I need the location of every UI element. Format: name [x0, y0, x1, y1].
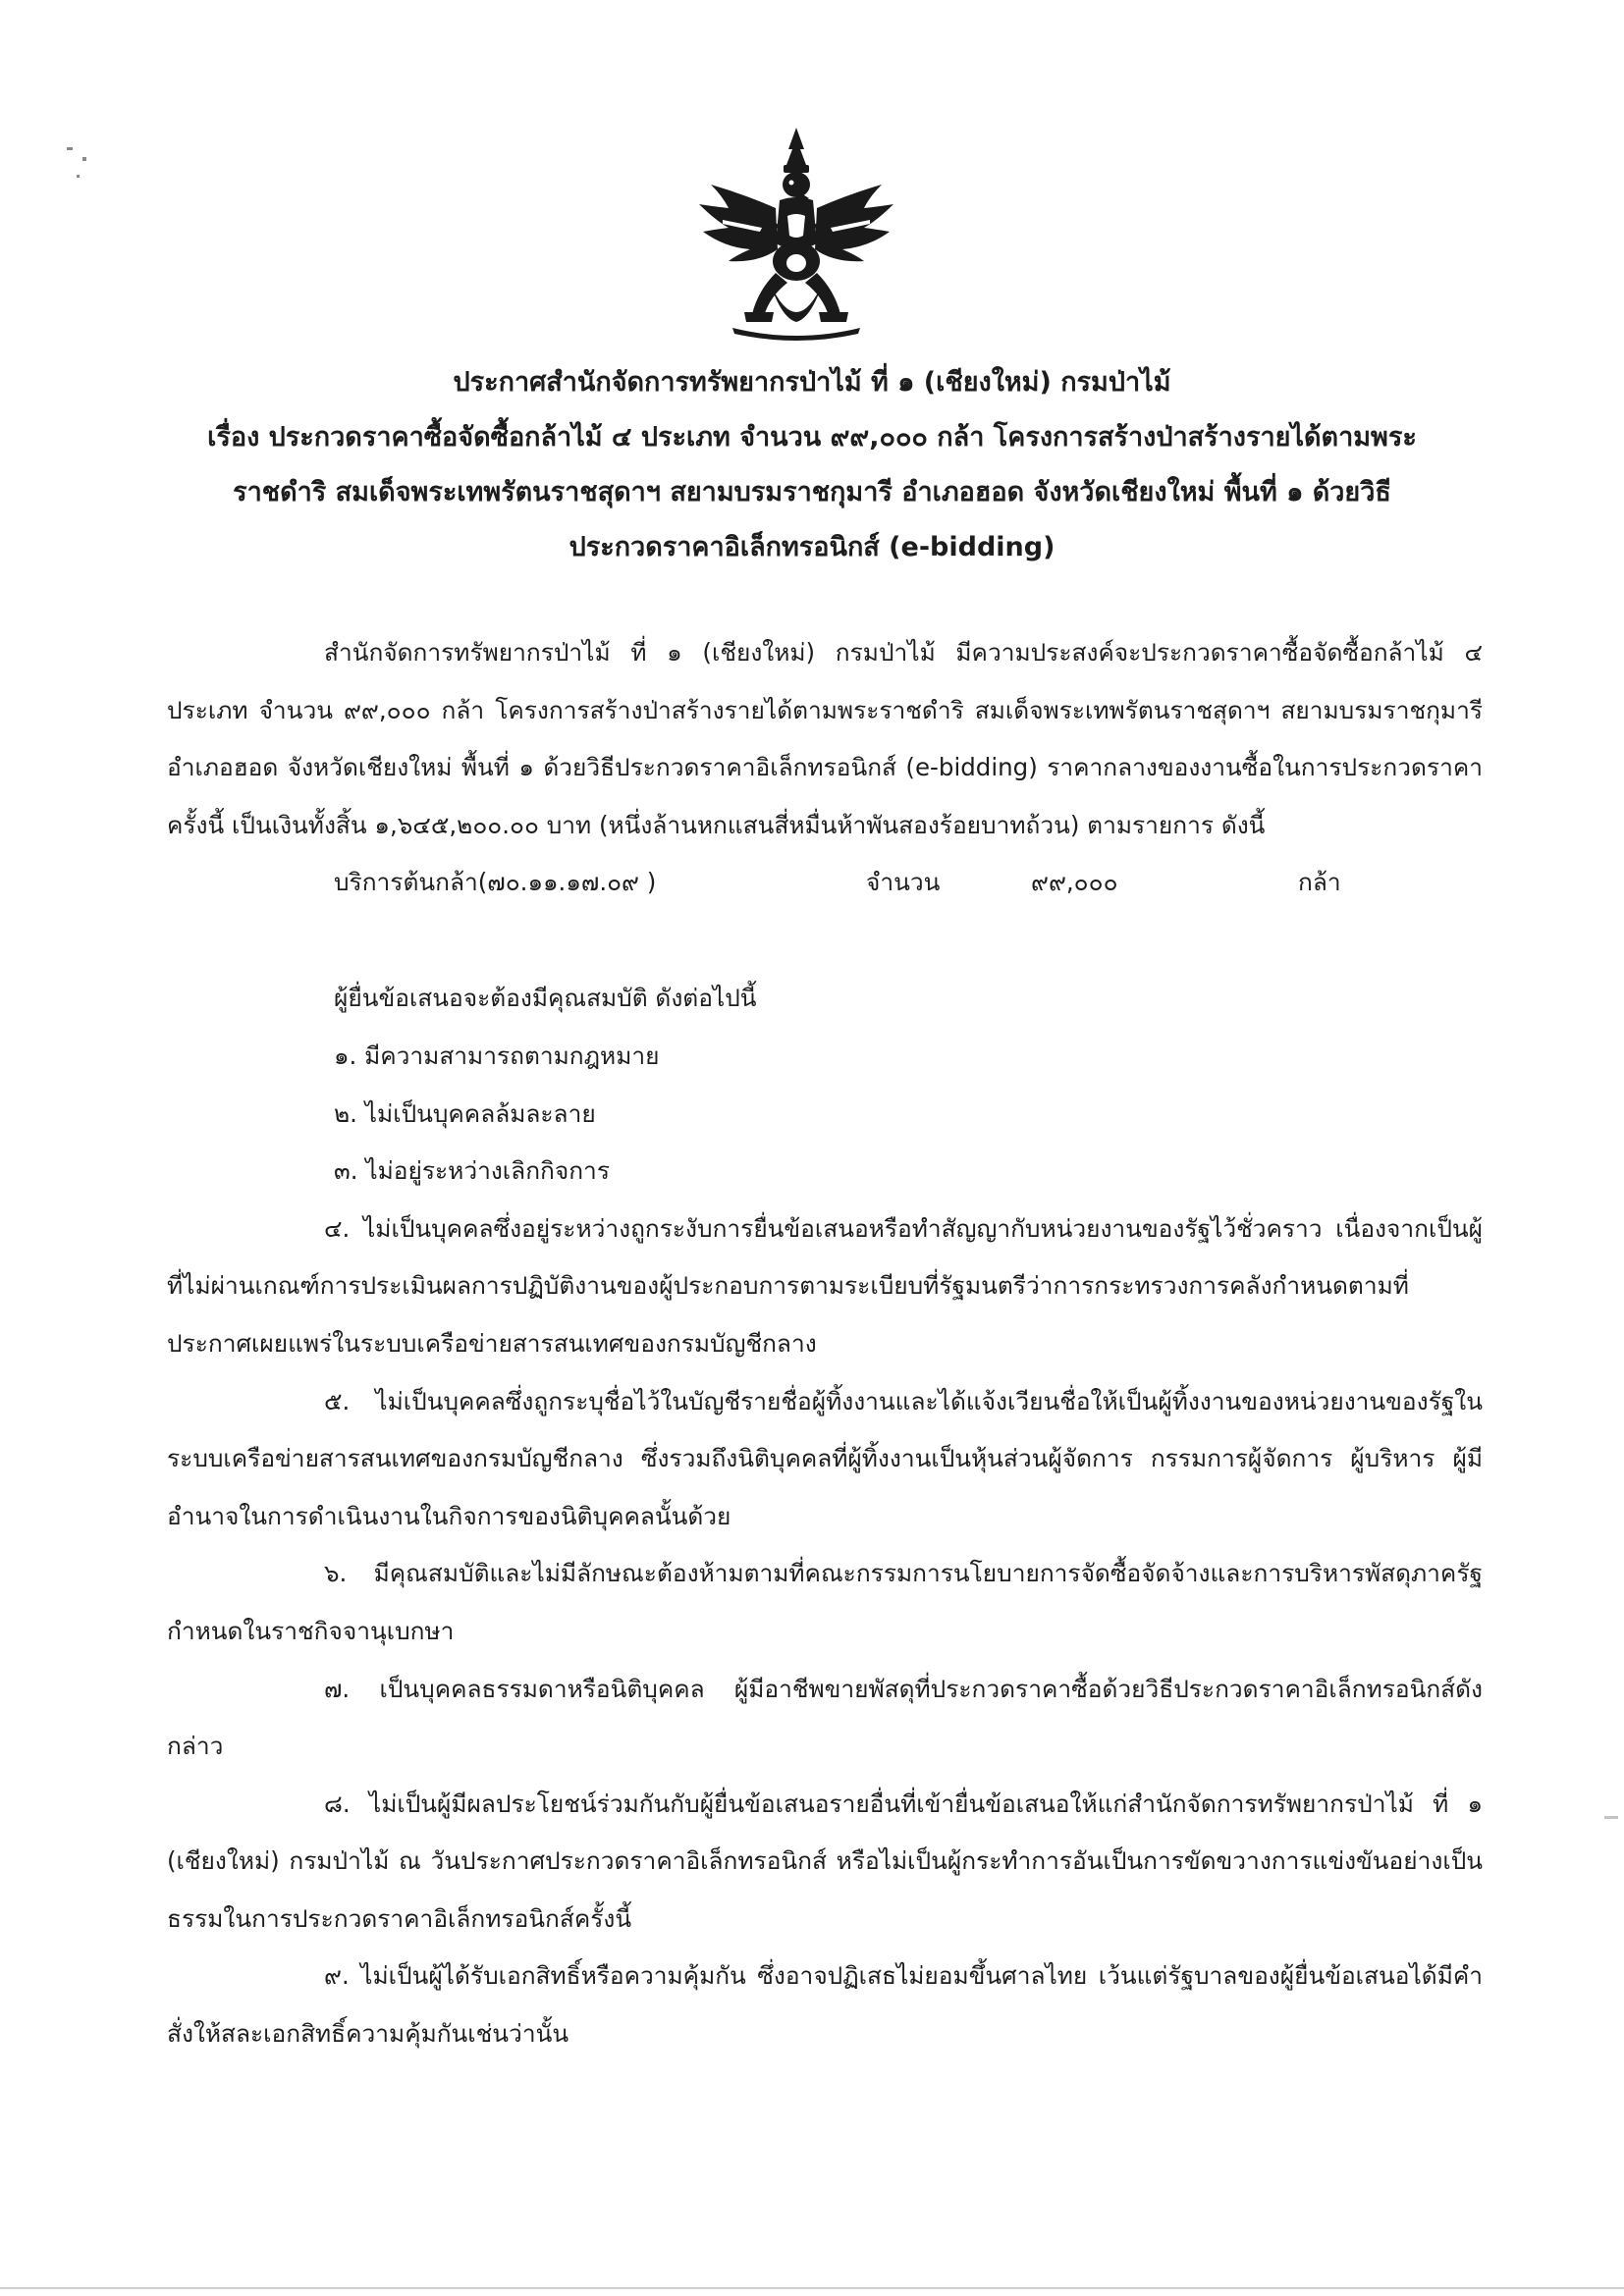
- qualification-item: ๕. ไม่เป็นบุคคลซึ่งถูกระบุชื่อไว้ในบัญชีรายชื่อผู้ทิ้งงานและได้แจ้งเวียนชื่อให้เป็นผู้ทิ้งงานของหน่วยงานของรัฐในระบบเครือข่ายสารสนเทศของกรมบัญชีกลาง ซึ่งรวมถึงนิติบุคคลที่ผู้ทิ้งงานเป็นหุ้นส่วนผู้จัดการ กรรมการผู้จัดการ ผู้บริหาร ผู้มีอำนาจในการดำเนินงานในกิจการของนิติบุคคลนั้นด้วย: [167, 1386, 1483, 1530]
- scan-speck: [67, 147, 73, 150]
- scan-speck: [1604, 1816, 1618, 1819]
- qualification-item: ๙. ไม่เป็นผู้ได้รับเอกสิทธิ์หรือความคุ้มกัน ซึ่งอาจปฏิเสธไม่ยอมขึ้นศาลไทย เว้นแต่รัฐบาลของผู้ยื่นข้อเสนอได้มีคำสั่งให้สละเอกสิทธิ์ความคุ้มกันเช่นว่านั้น: [167, 1961, 1483, 2049]
- qualification-item: ๖. มีคุณสมบัติและไม่มีลักษณะต้องห้ามตามที่คณะกรรมการนโยบายการจัดซื้อจัดจ้างและการบริหารพัสดุภาครัฐกำหนดในราชกิจจานุเบกษา: [167, 1559, 1483, 1645]
- item-unit: กล้า: [1298, 868, 1341, 897]
- item-name: บริการต้นกล้า(๗๐.๑๑.๑๗.๐๙ ): [334, 868, 657, 897]
- announcement-title: [147, 355, 1477, 575]
- scan-speck: [82, 157, 86, 161]
- scan-speck: [77, 175, 80, 178]
- scan-edge-line: [0, 2287, 1624, 2289]
- item-qty-label: จำนวน: [866, 868, 941, 897]
- qualification-item: ๒. ไม่เป็นบุคคลล้มละลาย: [334, 1098, 596, 1128]
- title-line-2: เรื่อง ประกวดราคาซื้อจัดซื้อกล้าไม้ ๔ ประเภท จำนวน ๙๙,๐๐๐ กล้า โครงการสร้างป่าสร้างรายได้ตามพระ: [207, 422, 1417, 453]
- qualification-item: ๘. ไม่เป็นผู้มีผลประโยชน์ร่วมกันกับผู้ยื่นข้อเสนอรายอื่นที่เข้ายื่นข้อเสนอให้แก่สำนักจัดการทรัพยากรป่าไม้ ที่ ๑ (เชียงใหม่) กรมป่าไม้ ณ วันประกาศประกวดราคาอิเล็กทรอนิกส์ หรือไม่เป็นผู้กระทำการอันเป็นการขัดขวางการแข่งขันอย่างเป็นธรรมในการประกวดราคาอิเล็กทรอนิกส์ครั้งนี้: [167, 1789, 1483, 1933]
- title-line-3: ราชดำริ สมเด็จพระเทพรัตนราชสุดาฯ สยามบรมราชกุมารี อำเภอฮอด จังหวัดเชียงใหม่ พื้นที่ ๑ ด้วยวิธี: [233, 477, 1391, 507]
- title-line-1: ประกาศสำนักจัดการทรัพยากรป่าไม้ ที่ ๑ (เชียงใหม่) กรมป่าไม้: [453, 367, 1171, 398]
- qualification-heading: ผู้ยื่นข้อเสนอจะต้องมีคุณสมบัติ ดังต่อไปนี้: [334, 984, 757, 1013]
- document-body: [167, 624, 1483, 2063]
- item-qty: ๙๙,๐๐๐: [1031, 868, 1118, 897]
- qualification-item: ๑. มีความสามารถตามกฎหมาย: [334, 1041, 660, 1070]
- qualification-item: ๗. เป็นบุคคลธรรมดาหรือนิติบุคคล ผู้มีอาชีพขายพัสดุที่ประกวดราคาซื้อด้วยวิธีประกวดราคาอิเล็กทรอนิกส์ดังกล่าว: [167, 1674, 1483, 1761]
- garuda-emblem-icon: [693, 126, 899, 344]
- qualification-item: ๔. ไม่เป็นบุคคลซึ่งอยู่ระหว่างถูกระงับการยื่นข้อเสนอหรือทำสัญญากับหน่วยงานของรัฐไว้ชั่วคราว เนื่องจากเป็นผู้ที่ไม่ผ่านเกณฑ์การประเมินผลการปฏิบัติงานของผู้ประกอบการตามระเบียบที่รัฐมนตรีว่าการกระทรวงการคลังกำหนดตามที่ประกาศเผยแพร่ในระบบเครือข่ายสารสนเทศของกรมบัญชีกลาง: [167, 1213, 1483, 1358]
- qualification-item: ๓. ไม่อยู่ระหว่างเลิกกิจการ: [334, 1156, 610, 1186]
- intro-paragraph: สำนักจัดการทรัพยากรป่าไม้ ที่ ๑ (เชียงใหม่) กรมป่าไม้ มีความประสงค์จะประกวดราคาซื้อจัดซื้อกล้าไม้ ๔ ประเภท จำนวน ๙๙,๐๐๐ กล้า โครงการสร้างป่าสร้างรายได้ตามพระราชดำริ สมเด็จพระเทพรัตนราชสุดาฯ สยามบรมราชกุมารี อำเภอฮอด จังหวัดเชียงใหม่ พื้นที่ ๑ ด้วยวิธีประกวดราคาอิเล็กทรอนิกส์ (e-bidding) ราคากลางของงานซื้อในการประกวดราคาครั้งนี้ เป็นเงินทั้งสิ้น ๑,๖๔๕,๒๐๐.๐๐ บาท (หนึ่งล้านหกแสนสี่หมื่นห้าพันสองร้อยบาทถ้วน) ตามรายการ ดังนี้: [167, 638, 1483, 839]
- title-line-4: ประกวดราคาอิเล็กทรอนิกส์ (e-bidding): [568, 532, 1056, 562]
- item-row: [167, 854, 1483, 915]
